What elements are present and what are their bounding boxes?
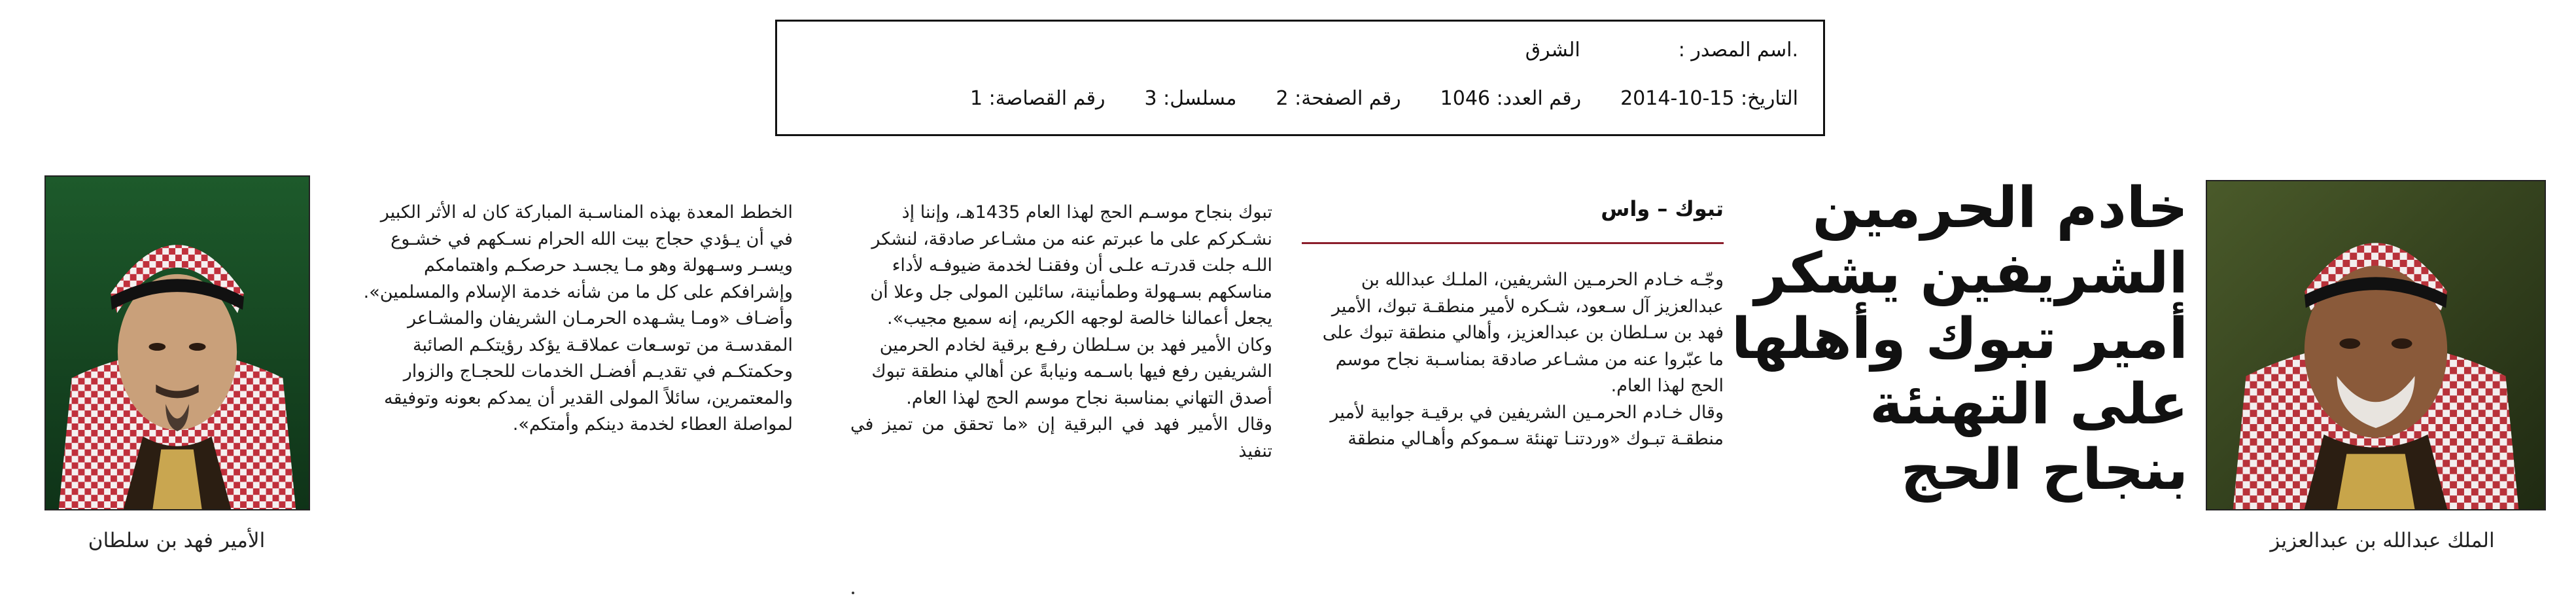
- portrait-prince-fahd: [44, 175, 310, 510]
- text-line: اللـه جلت قدرتـه علـى أن وفقنـا لخدمة ضيوفـه لأداء: [892, 255, 1272, 276]
- page-value: 2: [1276, 87, 1289, 110]
- headline-line: أمير تبوك وأهلها: [1731, 306, 2188, 372]
- text-line: ويسـر وسـهولة وهو مـا يجسـد حرصكـم واهتمامكم: [424, 255, 793, 276]
- portrait-king-abdullah-image: [2207, 181, 2545, 509]
- clip-number-label: رقم القصاصة:: [988, 87, 1105, 110]
- article-dateline: تبوك – واس: [1601, 196, 1724, 221]
- clipping-metadata-box: [775, 20, 1825, 136]
- headline-line: الشريفين يشكر: [1754, 241, 2188, 306]
- headline-line: خادم الحرمين: [1812, 175, 2188, 241]
- text-line: منطقـة تبـوك «وردتنـا تهنئة سـموكم وأهـالي منطقة: [1348, 429, 1724, 449]
- scan-speck: [852, 592, 854, 594]
- text-line: في أن يـؤدي حجاج بيت الله الحرام نسـكهم في خشـوع: [391, 228, 793, 249]
- text-line: فهد بن سـلطان بن عبدالعزيز، وأهالي منطقة تبوك على: [1322, 323, 1724, 343]
- text-line: نشـكركم على ما عبرتم عنه من مشـاعر صادقة، لنشكر: [871, 228, 1272, 249]
- text-line: وكان الأمير فهد بن سـلطان رفـع برقية لخادم الحرمين: [879, 334, 1272, 355]
- article-column-1: [1302, 267, 1724, 453]
- text-line: أصدق التهاني بمناسبة نجاح موسم الحج لهذا العام.: [906, 387, 1272, 408]
- portrait-prince-fahd-image: [46, 177, 309, 509]
- serial-field: [1144, 87, 1236, 110]
- article-column-3: [341, 200, 793, 438]
- article-column-2: [850, 200, 1272, 465]
- serial-value: 3: [1144, 87, 1157, 110]
- text-line: تبوك بنجاح موسـم الحج لهذا العام 1435هـ، وإننا إذ: [901, 202, 1272, 223]
- text-line: لمواصلة العطاء لخدمة دينكم وأمتكم».: [512, 414, 793, 435]
- text-line: وقال الأمير فهد في البرقية إن «ما تحقق من تميز في تنفيذ: [850, 414, 1272, 461]
- issue-field: [1440, 87, 1581, 110]
- text-line: مناسكهم بسـهولة وطمأنينة، سائلين المولى جل وعلا أن: [870, 281, 1272, 302]
- clip-number-field: [970, 87, 1105, 110]
- date-field: [1620, 87, 1798, 110]
- text-line: ما عبّروا عنه من مشـاعر صادقة بمناسـبة نجاح موسم: [1335, 349, 1724, 370]
- headline-line: بنجاح الحج: [1900, 437, 2188, 503]
- text-line: وأضـاف «ومـا يشـهده الحرمـان الشريفان والمشـاعر: [408, 308, 793, 329]
- source-field: [1525, 39, 1798, 62]
- text-line: وحكمتكـم في تقديـم أفضـل الخدمات للحجـاج والزوار: [403, 361, 793, 382]
- serial-label: مسلسل:: [1163, 87, 1237, 110]
- text-line: الخطط المعدة بهذه المناسـبة المباركة كان له الأثر الكبير: [380, 202, 793, 223]
- caption-king-abdullah: الملك عبدالله بن عبدالعزيز: [2270, 529, 2495, 552]
- date-label: التاريخ:: [1741, 87, 1798, 110]
- text-line: الشريفين رفع فيها باسـمه ونيابةً عن أهالي منطقة تبوك: [871, 361, 1272, 382]
- text-line: عبدالعزيز آل سـعود، شـكره لأمير منطقـة تبوك، الأمير: [1331, 296, 1724, 317]
- details-row: [931, 87, 1798, 110]
- date-value: 15-10-2014: [1620, 87, 1735, 110]
- caption-prince-fahd: الأمير فهد بن سلطان: [88, 529, 266, 552]
- text-line: يجعل أعمالنا خالصة لوجهه الكريم، إنه سميع مجيب».: [887, 308, 1272, 329]
- source-row: [1486, 39, 1798, 62]
- headline-line: على التهنئة: [1870, 372, 2188, 437]
- page-label: رقم الصفحة:: [1295, 87, 1401, 110]
- article-headline: [1731, 175, 2188, 503]
- text-line: المقدسـة من توسـعات عملاقـة يؤكد رؤيتكـم الصائبة: [412, 334, 793, 355]
- clip-number-value: 1: [970, 87, 983, 110]
- source-label: .اسم المصدر :: [1678, 39, 1798, 62]
- text-line: وإشرافكم على كل ما من شأنه خدمة الإسلام والمسلمين».: [363, 281, 793, 302]
- portrait-king-abdullah: [2206, 180, 2546, 510]
- text-line: وجّـه خـادم الحرمـين الشريفين، الملـك عبدالله بن: [1361, 270, 1724, 290]
- issue-value: 1046: [1440, 87, 1491, 110]
- text-line: الحج لهذا العام.: [1610, 376, 1724, 396]
- page-field: [1276, 87, 1401, 110]
- source-value: الشرق: [1525, 39, 1580, 62]
- dateline-rule: [1302, 242, 1724, 244]
- issue-label: رقم العدد:: [1496, 87, 1582, 110]
- text-line: وقال خـادم الحرمـين الشريفين في برقيـة جوابية لأمير: [1330, 402, 1724, 423]
- text-line: والمعتمرين، سائلاً المولى القدير أن يمدكم بعونه وتوفيقه: [384, 387, 793, 408]
